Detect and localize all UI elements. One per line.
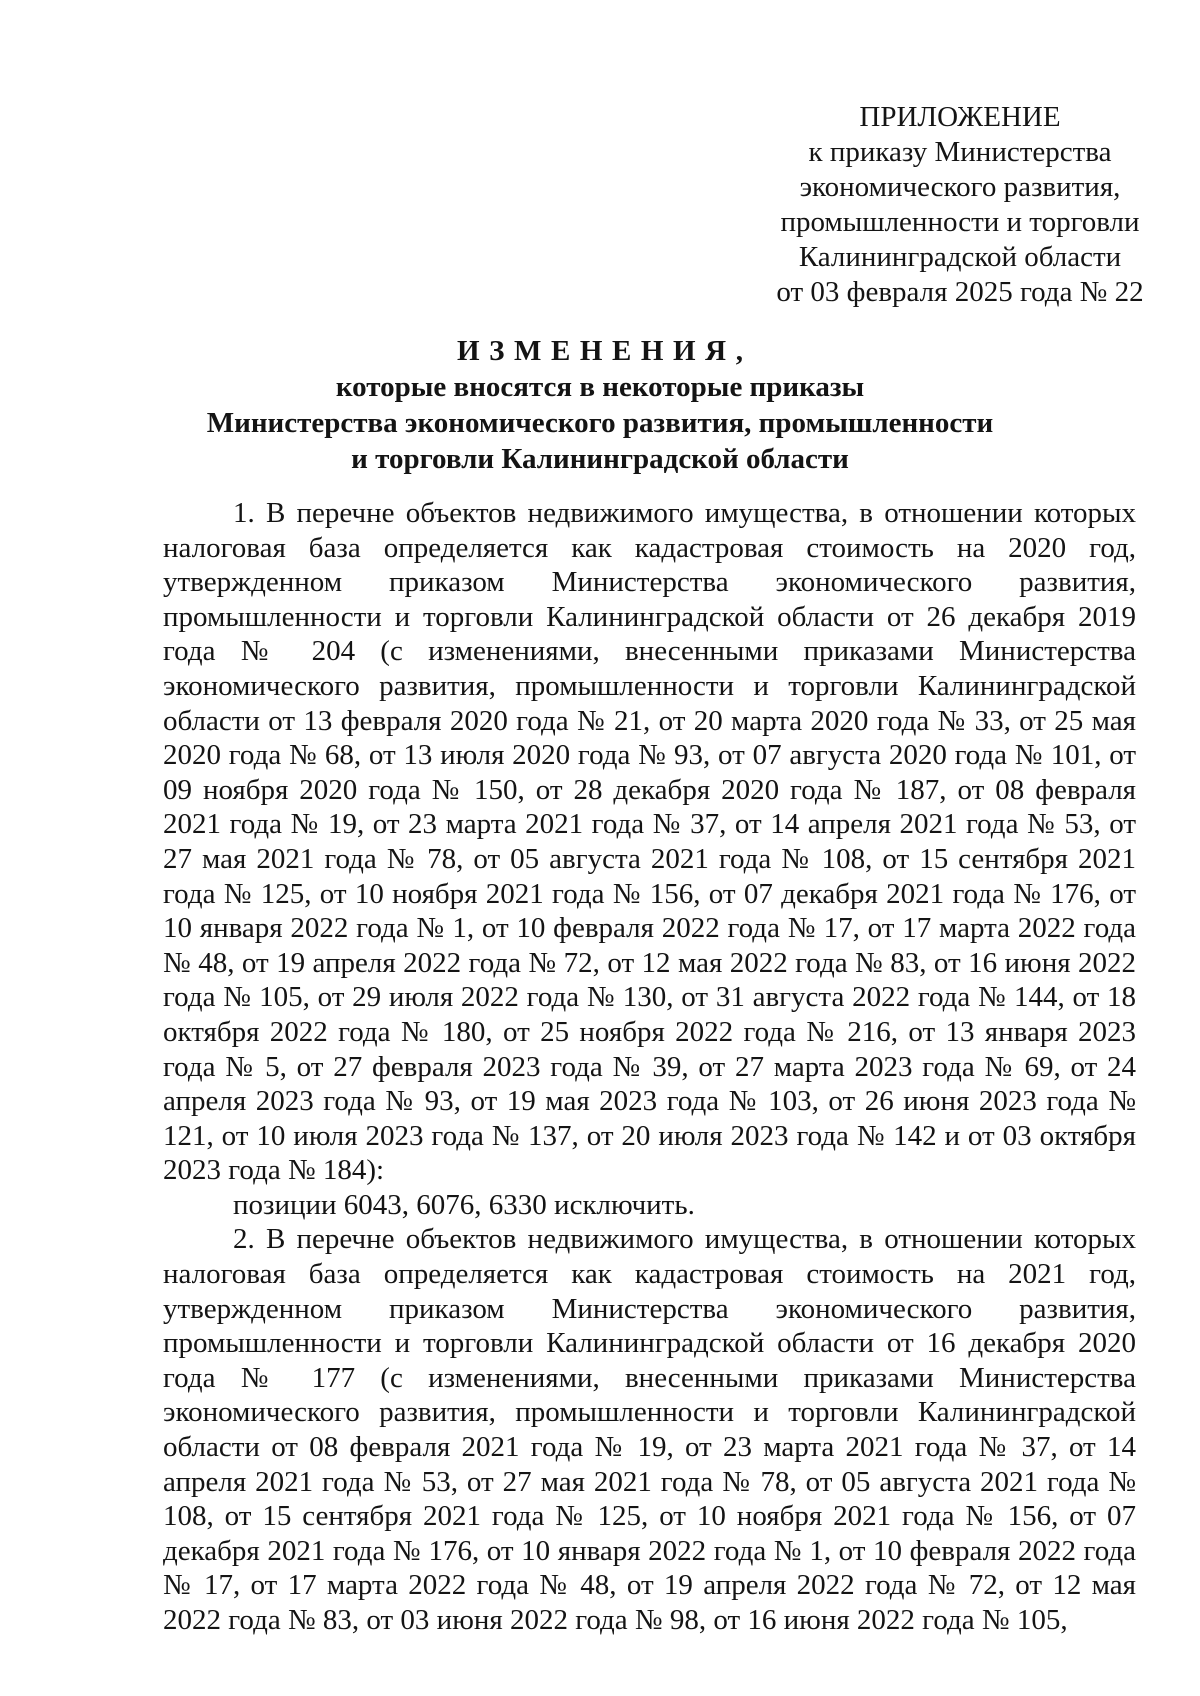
appendix-line: промышленности и торговли	[780, 206, 1140, 238]
paragraph-exclusion: позиции 6043, 6076, 6330 исключить.	[233, 1188, 695, 1221]
document-title: ИЗМЕНЕНИЯ,	[457, 335, 753, 367]
document-subtitle-line: и торговли Калининградской области	[351, 443, 849, 475]
document-heading	[160, 333, 1040, 477]
paragraph-2: 2. В перечне объектов недвижимого имущества, в отношении которых налоговая база определяется как кадастровая стоимость на 2021 год, утвержденном приказом Министерства экономического развития, промышленности и торговли Калининградской области от 16 декабря 2020 года № 177 (с изменениями, внесенными приказами Министерства экономического развития, промышленности и торговли Калининградской области от 08 февраля 2021 года № 19, от 23 марта 2021 года № 37, от 14 апреля 2021 года № 53, от 27 мая 2021 года № 78, от 05 августа 2021 года № 108, от 15 сентября 2021 года № 125, от 10 ноября 2021 года № 156, от 07 декабря 2021 года № 176, от 10 января 2022 года № 1, от 10 февраля 2022 года № 17, от 17 марта 2022 года № 48, от 19 апреля 2022 года № 72, от 12 мая 2022 года № 83, от 03 июня 2022 года № 98, от 16 июня 2022 года № 105,	[163, 1223, 1136, 1636]
appendix-line: к приказу Министерства	[808, 136, 1112, 168]
appendix-line: от 03 февраля 2025 года № 22	[776, 276, 1144, 308]
document-subtitle-line: которые вносятся в некоторые приказы	[335, 371, 865, 403]
paragraph-1: 1. В перечне объектов недвижимого имущества, в отношении которых налоговая база определяется как кадастровая стоимость на 2020 год, утвержденном приказом Министерства экономического развития, промышленности и торговли Калининградской области от 26 декабря 2019 года № 204 (с изменениями, внесенными приказами Министерства экономического развития, промышленности и торговли Калининградской области от 13 февраля 2020 года № 21, от 20 марта 2020 года № 33, от 25 мая 2020 года № 68, от 13 июля 2020 года № 93, от 07 августа 2020 года № 101, от 09 ноября 2020 года № 150, от 28 декабря 2020 года № 187, от 08 февраля 2021 года № 19, от 23 марта 2021 года № 37, от 14 апреля 2021 года № 53, от 27 мая 2021 года № 78, от 05 августа 2021 года № 108, от 15 сентября 2021 года № 125, от 10 ноября 2021 года № 156, от 07 декабря 2021 года № 176, от 10 января 2022 года № 1, от 10 февраля 2022 года № 17, от 17 марта 2022 года № 48, от 19 апреля 2022 года № 72, от 12 мая 2022 года № 83, от 16 июня 2022 года № 105, от 29 июля 2022 года № 130, от 31 августа 2022 года № 144, от 18 октября 2022 года № 180, от 25 ноября 2022 года № 216, от 13 января 2023 года № 5, от 27 февраля 2023 года № 39, от 27 марта 2023 года № 69, от 24 апреля 2023 года № 93, от 19 мая 2023 года № 103, от 26 июня 2023 года № 121, от 10 июля 2023 года № 137, от 20 июля 2023 года № 142 и от 03 октября 2023 года № 184):	[163, 497, 1136, 1187]
appendix-block	[760, 100, 1160, 310]
appendix-line: Калининградской области	[798, 241, 1122, 273]
appendix-line: экономического развития,	[799, 171, 1121, 203]
document-subtitle-line: Министерства экономического развития, промышленности	[206, 407, 994, 439]
document-body	[163, 496, 1136, 1638]
appendix-title: ПРИЛОЖЕНИЕ	[859, 101, 1061, 133]
